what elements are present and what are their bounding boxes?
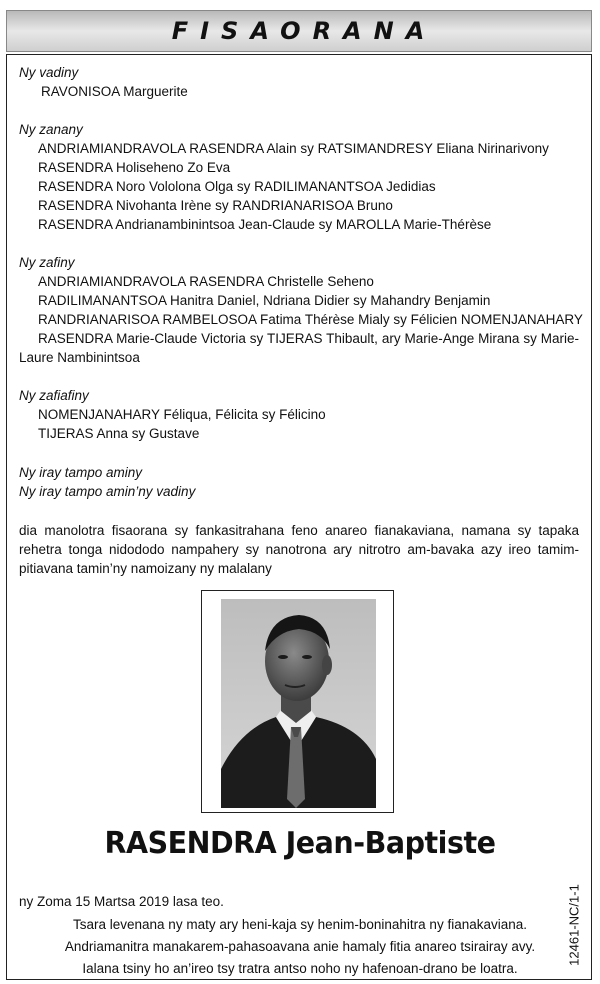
header-banner — [6, 10, 592, 52]
section-label-zafiny: Ny zafiny — [19, 255, 75, 270]
grandchild-name: ANDRIAMIANDRAVOLA RASENDRA Christelle Seheno — [38, 274, 374, 289]
deceased-portrait — [221, 599, 376, 808]
death-date-line: ny Zoma 15 Martsa 2019 lasa teo. — [19, 894, 224, 909]
section-label-zafiafiny: Ny zafiafiny — [19, 388, 89, 403]
child-name: RASENDRA Holiseheno Zo Eva — [38, 160, 231, 175]
great-grandchild-name: NOMENJANAHARY Féliqua, Félicita sy Félicino — [38, 407, 326, 422]
reference-code: 12461-NC/1-1 — [566, 884, 582, 966]
thanks-message: dia manolotra fisaorana sy fankasitrahana feno anareo fianakaviana, namana sy tapaka rehetra tonga nidododo nampahery sy nanotrona ary nitrotro am-bavaka azy ireo tamim-pitiavana tamin’ny namoizany ny malalany — [19, 523, 579, 576]
grandchild-name: RASENDRA Marie-Claude Victoria sy TIJERAS Thibault, ary Marie-Ange Mirana sy Marie-Laure Nambinintsoa — [19, 331, 579, 365]
grandchild-name: RANDRIANARISOA RAMBELOSOA Fatima Thérèse Mialy sy Félicien NOMENJANAHARY — [38, 312, 583, 327]
section-label-vadiny: Ny vadiny — [19, 65, 79, 80]
child-name: RASENDRA Nivohanta Irène sy RANDRIANARISOA Bruno — [38, 198, 393, 213]
closing-line: Tsara levenana ny maty ary heni-kaja sy henim-boninahitra ny fianakaviana. — [73, 917, 527, 932]
child-name: RASENDRA Noro Vololona Olga sy RADILIMANANTSOA Jedidias — [38, 179, 436, 194]
great-grandchild-name: TIJERAS Anna sy Gustave — [38, 426, 200, 441]
child-name: ANDRIAMIANDRAVOLA RASENDRA Alain sy RATSIMANDRESY Eliana Nirinarivony — [38, 141, 549, 156]
siblings-line: Ny iray tampo aminy — [19, 465, 143, 480]
spouse-siblings-line: Ny iray tampo amin’ny vadiny — [19, 484, 196, 499]
spouse-name: RAVONISOA Marguerite — [41, 84, 188, 99]
grandchild-name: RADILIMANANTSOA Hanitra Daniel, Ndriana Didier sy Mahandry Benjamin — [38, 293, 491, 308]
deceased-name: RASENDRA Jean-Baptiste — [104, 826, 496, 861]
page-title: FISAORANA — [171, 17, 437, 45]
closing-line: Ialana tsiny ho an’ireo tsy tratra antso noho ny hafenoan-drano be loatra. — [82, 961, 518, 976]
photo-frame — [201, 590, 394, 813]
section-label-zanany: Ny zanany — [19, 122, 83, 137]
child-name: RASENDRA Andrianambinintsoa Jean-Claude sy MAROLLA Marie-Thérèse — [38, 217, 492, 232]
closing-line: Andriamanitra manakarem-pahasoavana anie hamaly fitia anareo tsirairay avy. — [64, 939, 536, 954]
